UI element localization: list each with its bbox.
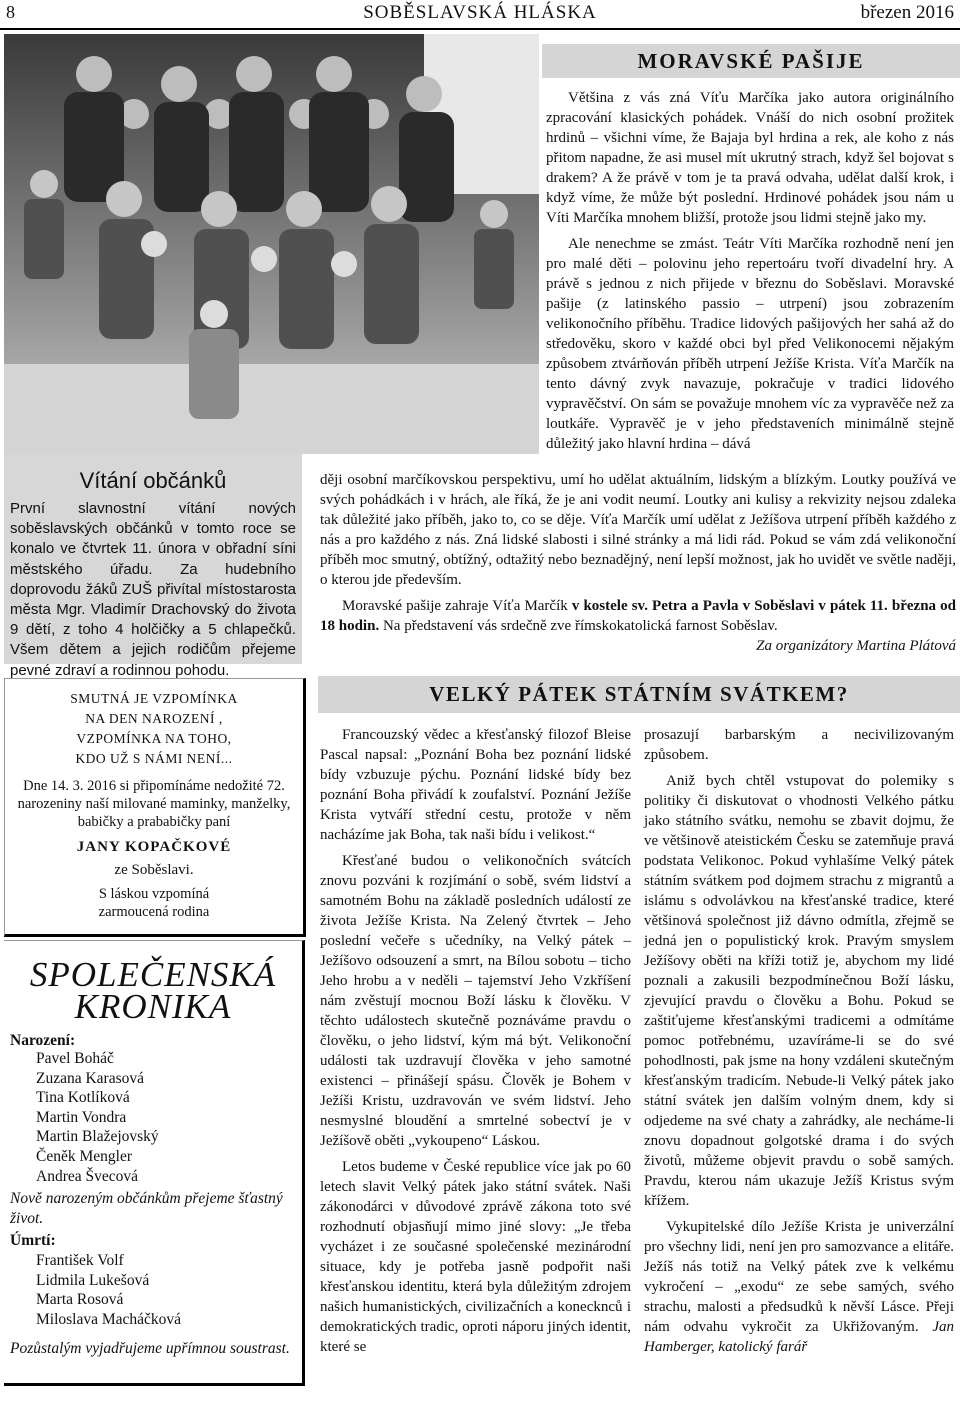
issue-date: březen 2016 [860,2,954,23]
article-paragraph: Většina z vás zná Víťu Marčíka jako autora originálního zpracování klasických pohádek. Vnáší do nich osobní prožitek hrdinů – všichni víme, že Bajaja byl hrdina a rek, ale koho z nás přitom napadne, že asi musel mít ukrutný strach, když šel bojovat s drakem? A že právě v tom je ta pravá odvaha, udělat další krok, i když víme, že může být poslední. Hrdinové pohádek jsou nám u Víti Marčíka mnohem bližší, protože jsou lidmi stejně jako my. [546,90,954,226]
memorial-verse-line: VZPOMÍNKA NA TOHO, [76,731,232,746]
group-photo [4,34,539,454]
list-item: Martin Blažejovský [36,1128,159,1146]
article-column-1 [320,725,631,1357]
list-item: Lidmila Lukešová [36,1271,150,1289]
welcome-citizens-box [4,454,302,679]
article-signature: Jan Hamberger, katolický farář [644,1319,955,1355]
article-body-narrow [546,88,954,454]
chronicle-title [4,955,302,1026]
header-rule [0,28,960,30]
article-title: VELKÝ PÁTEK STÁTNÍM SVÁTKEM? [429,682,849,706]
memorial-verse-line: NA DEN NAROZENÍ , [85,711,223,726]
births-list [36,1049,159,1186]
list-item: Tina Kotlíková [36,1089,130,1107]
memorial-verse-line: KDO UŽ S NÁMI NENÍ... [75,751,233,766]
memorial-notice [4,678,306,937]
article-paragraph-text: Vykupitelské dílo Ježíše Krista je univerzální pro všechny lidi, není jen pro samozvance a elitáře. Ježíš nás totiž na Velký pátek zve k velkému vykročení – „exodu“ ze sebe samých, svého strachu, malosti a předsudků k něvší Lásce. Přeji nám odvahu vykročit za Ukřižovaným. [644,1219,954,1335]
memorial-verse [5,689,303,769]
list-item: Pavel Boháč [36,1050,114,1067]
article-signature: Za organizátory Martina Plátová [756,638,956,654]
article-paragraph: Francouzský vědec a křesťanský filozof Bleise Pascal napsal: „Poznání Boha bez poznání lidské bídy vzbuzuje pýchu. Poznání lidské bídy bez poznání Boha přivádí k zoufalství. Poznání Ježíše Krista vytváří střední cestu, protože v něm nacházíme jak Boha, tak naši bídu i velikost.“ [320,727,631,843]
invite-text: Na představení vás srdečně zve římskokatolická farnost Soběslav. [379,618,778,634]
welcome-citizens-title: Vítání občánků [79,468,227,493]
list-item: František Volf [36,1252,124,1269]
article-paragraph [644,1217,954,1357]
article-paragraph: Aniž bych chtěl vstupovat do polemiky s politiky či diskutovat o vhodnosti Velkého pátku jako státního svátku, nemohu se zbavit dojmu, že ve většinově ateistickém Česku se zatemňuje pravá podstata Velikonoc. Pokud vyhlašíme Velký pátek státním svátkem pod dojmem strachu z migrantů a islámu s odvolávkou na křesťanské tradice, které většinová společnost již dávno odmítla, zřejmě se jedná jen o populistický krok. Pravým smyslem Ježíšovy oběti na kříži totiž je, abychom my lidé poznali a zakusili bezpodmínečnou Boží lásku, zjevující pravdu o člověku a Bohu. Pokud se zaštiťujeme křesťanskými tradicemi a odmítáme pomoc potřebnému, uzavíráme-li se do své pohodlnosti, pak jsme na hony vzdáleni skutečným křesťanským tradicím. Nebude-li Velký pátek jako státní svátek jen dalším volným dnem, kdy si odjedeme na své chaty a zahrádky, ale necháme-li znovu dopadnout golgotské drama i do svých životů, můžeme objevit pravdu o sobě samých. Pravdu, kterou nám ukazuje Ježíš Kristus svým křížem. [644,773,954,1209]
list-item: Marta Rosová [36,1291,124,1309]
memorial-name: JANY KOPAČKOVÉ [76,839,232,855]
list-item: Zuzana Karasová [36,1069,145,1087]
deaths-label: Úmrtí: [10,1232,56,1249]
list-item: Andrea Švecová [36,1167,138,1185]
article-paragraph: Ale nenechme se zmást. Teátr Víti Marčíka rozhodně není jen pro malé děti – polovinu jeho repertoáru tvoří divadelní hry. A právě s jednou z nich přijede v březnu do Soběslavi. Moravské pašije (z latinského passio – utrpení) jsou zobrazením velikonočního příběhu. Tradice lidových pašijových her sahá až do středověku, skoro v každé obci byl před Velikonocemi nějakým způsobem ztvárňován příběh utrpení Ježíše Krista. Víťa Marčík na tento dávný zvyk navazuje, pokračuje v tradici lidového vypravěčství. On sám se považuje mnohem víc za vypravěče než za loutkáře. Vypravěč je v jeho představeních minimálně stejně důležitý jako hlavní hrdina – dává [546,236,954,452]
invite-text: Moravské pašije zahraje Víťa Marčík [342,598,572,614]
chronicle-title-line: KRONIKA [74,987,232,1026]
memorial-closing-1: S láskou vzpomíná [98,886,210,902]
article-paragraph: ději osobní marčíkovskou perspektivu, umí ho udělat aktuálním, lidským a blízkým. Loutky používá ve svých pohádkách i v hrách, ale říká, že je ani vodit neumí. Loutky ani kulisy a rekvizity nejsou zdaleka tak důležité jako příběh, jako to, co se děje. Víťa Marčík umí udělat z Ježíšova utrpení příběh každého z nás a pro každého z nás. Zná lidské slabosti i silné stránky a má lidi rád. Pokud se vám zdá velikonoční příběh moc smutný, obtížný, odtažitý nebo beznadějný, není lepší možnost, jak ho uvidět ve světle naději, o kterou jde především. [320,472,956,588]
article-invitation [320,596,956,636]
memorial-place: ze Soběslavi. [114,862,194,878]
births-wish: Nově narozeným občánkům přejeme šťastný život. [10,1190,283,1227]
newspaper-title: SOBĚSLAVSKÁ HLÁSKA [363,2,597,23]
article-title: MORAVSKÉ PAŠIJE [637,49,865,73]
social-chronicle [4,940,305,1386]
article-body-wide [320,470,956,656]
memorial-closing-2: zarmoucená rodina [98,904,210,920]
chronicle-title-line: SPOLEČENSKÁ [29,955,277,994]
list-item: Čeněk Mengler [36,1147,132,1165]
memorial-text: Dne 14. 3. 2016 si připomínáme nedožité 72. narozeniny naší milované maminky, manželky, babičky a prababičky paní [17,778,291,830]
article-paragraph: Letos budeme v České republice více jak po 60 letech slavit Velký pátek jako státní svátek. Naši zákonodárci v důvodové zprávě zákona toto své rozhodnutí objasňují mimo jiné slovy: „Je třeba vycházet i ze současné společenské mezinárodní situace, kdy je potřeba jasně podpořit naši křesťanskou identitu, která byla důležitým zdrojem našich humanistických, civilizačních a konecknců i demokratických tradic, oproti náporu jiných identit, které se [320,1159,631,1355]
list-item: Miloslava Macháčková [36,1310,182,1328]
births-label: Narození: [10,1032,76,1049]
article-column-2 [644,725,954,1357]
deaths-list [36,1251,181,1329]
deaths-wish: Pozůstalým vyjadřujeme upřímnou soustrast. [10,1340,290,1357]
invite-venue: v kostele sv. Petra a Pavla v Soběslavi v pátek 11. března od 18 hodin. [320,598,956,634]
page-number: 8 [6,2,15,22]
memorial-verse-line: SMUTNÁ JE VZPOMÍNKA [70,691,238,706]
article-paragraph: Křesťané budou o velikonočních svátcích znovu pozváni k rozjímání o sobě, svém lidství a samotném Bohu na základě posledních událostí ze života Ježíše Krista. Na Zelený čtvrtek – Jeho poslední večeře s učedníky, na Velký pátek – Ježíšovo odsouzení a smrt, na Bílou sobotu – ticho Jeho hrobu a v neděli – tajemství Jeho Vzkříšení nám zvěstují mocnou Boží lásku k člověku. V těchto událostech skutečně poznáváme pravdu o člověku, o jeho lidství, kým má být. Velikonoční události tak uzdravují člověka v jeho samotné existenci – přinášejí spásu. Člověk je Bohem v Ježíši Kristu, uzdravován ve svém lidství. Jeho nesmyslné bloudění a smrtelné sobectví je v Ježíšově oběti „vykoupeno“ Láskou. [320,853,631,1149]
list-item: Martin Vondra [36,1108,127,1126]
article-paragraph: prosazují barbarským a necivilizovaným způsobem. [644,727,954,763]
welcome-citizens-text: První slavnostní vítání nových soběslavských občánků v tomto roce se konalo ve čtvrtek 11. února v obřadní síni městského úřadu. Za hudebního doprovodu žáků ZUŠ přivítal místostarosta města Mgr. Vladimír Drachovský do života 9 dětí, z toho 4 holčičky a 5 chlapečků. Všem dětem a jejich rodičům přejeme pevné zdraví a rodinnou pohodu. [10,500,296,679]
